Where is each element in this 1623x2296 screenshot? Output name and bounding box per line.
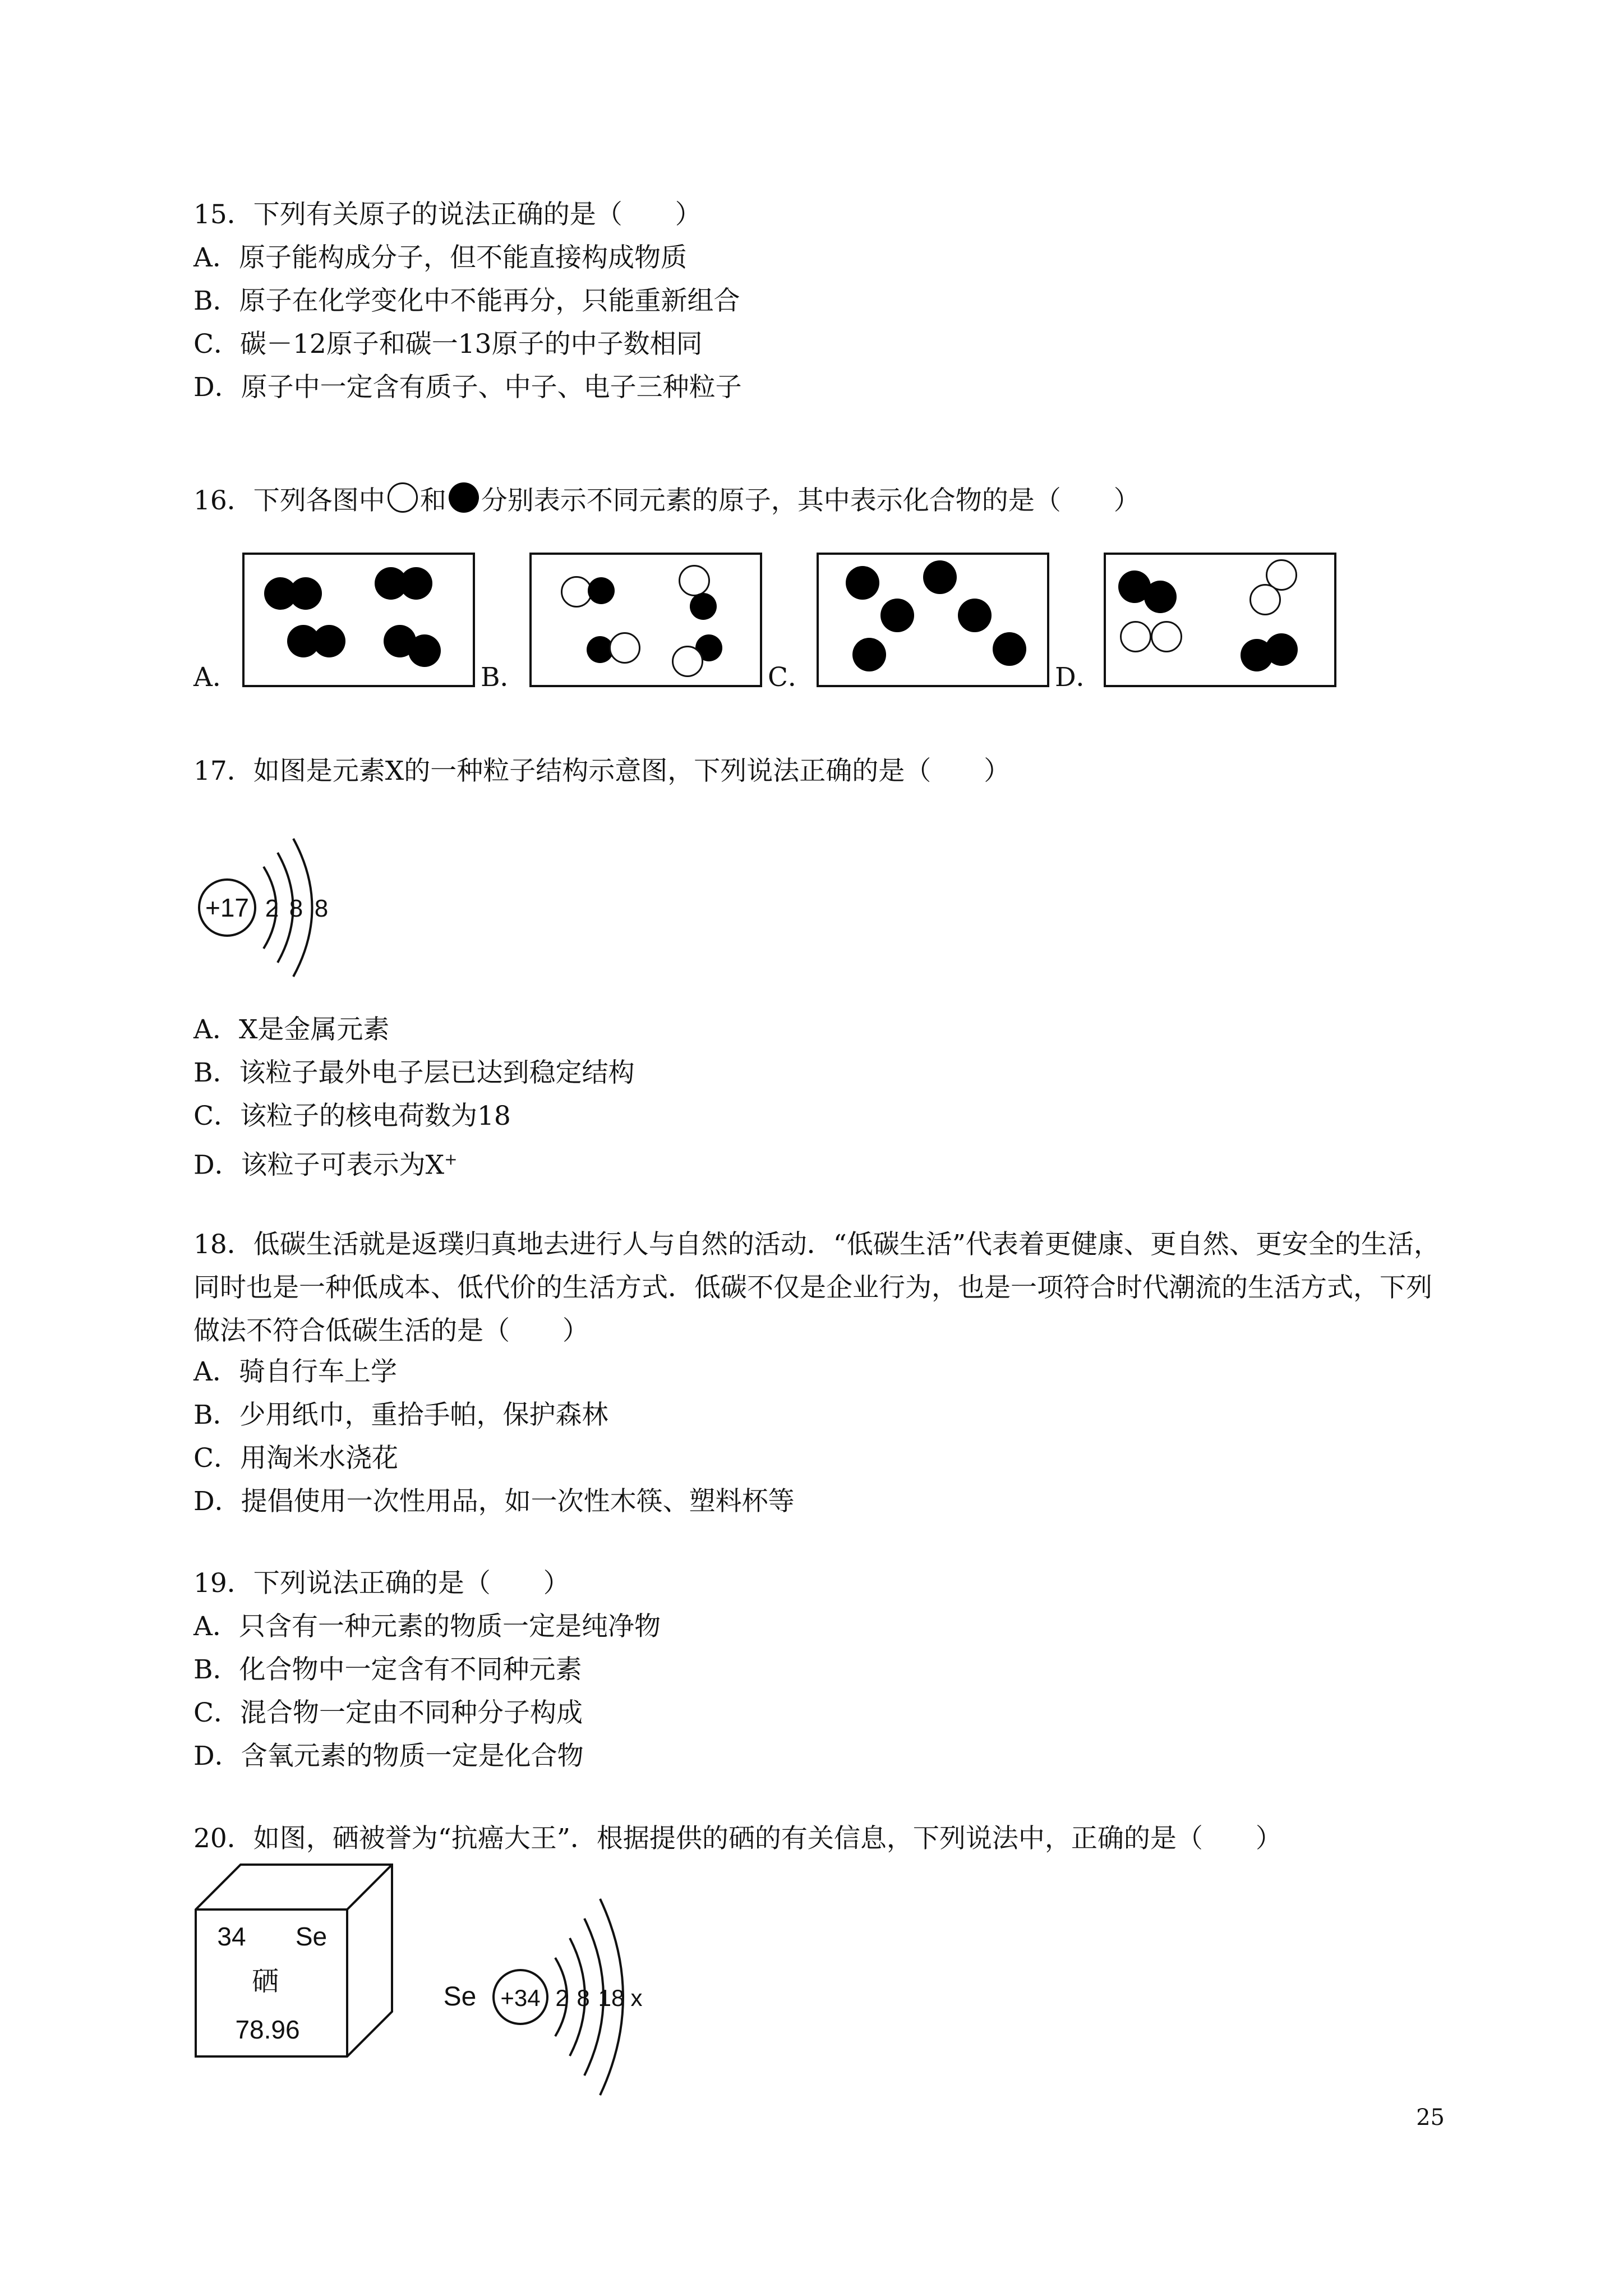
q19-option-b: B．化合物中一定含有不同种元素 (193, 1654, 582, 1685)
white-atom (1249, 584, 1281, 615)
atomic-number: 34 (217, 1922, 246, 1951)
white-atom (609, 632, 640, 664)
q18-option-b: B．少用纸巾，重拾手帕，保护森林 (193, 1400, 608, 1430)
element-name: 硒 (251, 1966, 279, 1997)
shell-electron-count: 8 (289, 895, 303, 922)
q15-option-d: D．原子中一定含有质子、中子、电子三种粒子 (193, 372, 742, 403)
shell-electron-count: x (630, 1985, 643, 2011)
nucleus-charge: +34 (500, 1985, 541, 2011)
q18-option-d: D．提倡使用一次性用品，如一次性木筷、塑料杯等 (193, 1486, 795, 1517)
q19-option-c: C．混合物一定由不同种分子构成 (193, 1697, 583, 1728)
element-symbol: Se (295, 1922, 328, 1951)
q18-option-c: C．用淘米水浇花 (193, 1443, 398, 1474)
q19-stem: 19．下列说法正确的是（ ） (193, 1568, 570, 1599)
shell-electron-count: 18 (598, 1985, 625, 2011)
white-atom-icon (388, 482, 418, 513)
black-atom (993, 632, 1026, 666)
q15-option-b: B．原子在化学变化中不能再分，只能重新组合 (193, 286, 740, 316)
q17-option-a: A．X是金属元素 (193, 1014, 390, 1045)
shell-electron-count: 2 (555, 1985, 569, 2011)
q16-stem (193, 482, 1140, 517)
q16-stem-and: 和 (419, 485, 446, 516)
q20-stem: 20．如图，硒被誉为“抗癌大王”．根据提供的硒的有关信息，下列说法中，正确的是（ ） (193, 1823, 1282, 1854)
black-atom (923, 560, 957, 594)
black-atom (690, 593, 717, 620)
black-atom (958, 599, 992, 632)
q19-option-d: D．含氧元素的物质一定是化合物 (193, 1741, 584, 1772)
black-atom (408, 634, 441, 667)
selenium-element-card (193, 1862, 407, 2064)
q16-stem-suffix: 分别表示不同元素的原子，其中表示化合物的是（ ） (481, 485, 1140, 516)
black-atom (400, 567, 432, 600)
black-atom (313, 625, 345, 657)
q16-figure-d (1104, 553, 1336, 687)
shell-electron-count: 8 (314, 895, 329, 922)
q18-stem: 18．低碳生活就是返璞归真地去进行人与自然的活动．“低碳生活”代表着更健康、更自然、更安全的生活，同时也是一种低成本、低代价的生活方式．低碳不仅是企业行为，也是一项符合时代潮流的生活方式，下列做法不符合低碳生活的是（ ） (193, 1229, 1440, 1346)
q15-option-a: A．原子能构成分子，但不能直接构成物质 (193, 242, 687, 273)
q17-option-d (193, 1144, 458, 1181)
white-atom (679, 565, 710, 596)
q16-figure-a (242, 553, 475, 687)
white-atom (1151, 621, 1182, 652)
q17-option-c: C．该粒子的核电荷数为18 (193, 1101, 511, 1131)
black-atom (1265, 633, 1298, 666)
ion-charge-superscript: + (444, 1150, 458, 1168)
q17-option-b: B．该粒子最外电子层已达到稳定结构 (193, 1057, 635, 1088)
shell-electron-count: 2 (265, 895, 279, 922)
q17-option-d-text: D．该粒子可表示为X (193, 1149, 445, 1181)
nucleus-charge: +17 (205, 893, 250, 922)
black-atom (289, 577, 322, 610)
q15-stem: 15．下列有关原子的说法正确的是（ ） (193, 199, 702, 230)
q16-figure-b (529, 553, 762, 687)
black-atom (852, 638, 886, 671)
q16-label-b: B． (481, 662, 527, 693)
black-atom (880, 599, 914, 632)
black-atom (588, 577, 615, 604)
black-atom-icon (449, 482, 479, 513)
black-atom (1144, 581, 1177, 613)
q20-atom-structure-diagram (437, 1871, 684, 2129)
q16-stem-prefix: 16．下列各图中 (193, 485, 385, 516)
q17-atom-structure-diagram (193, 808, 351, 1004)
atomic-mass: 78.96 (235, 2015, 300, 2044)
shell-electron-count: 8 (577, 1985, 590, 2011)
q15-option-c: C．碳－12原子和碳一13原子的中子数相同 (193, 329, 703, 360)
q16-label-d: D． (1055, 662, 1103, 693)
black-atom (846, 566, 879, 600)
q19-option-a: A．只含有一种元素的物质一定是纯净物 (193, 1611, 661, 1642)
q16-label-a: A． (193, 662, 239, 693)
q17-stem: 17．如图是元素X的一种粒子结构示意图，下列说法正确的是（ ） (193, 756, 1011, 786)
white-atom (1120, 621, 1151, 652)
page-number: 25 (1416, 2105, 1445, 2131)
atom-label: Se (443, 1982, 477, 2012)
q16-label-c: C． (768, 662, 814, 693)
white-atom (672, 646, 703, 677)
q16-figure-c (817, 553, 1049, 687)
q18-option-a: A．骑自行车上学 (193, 1356, 397, 1387)
